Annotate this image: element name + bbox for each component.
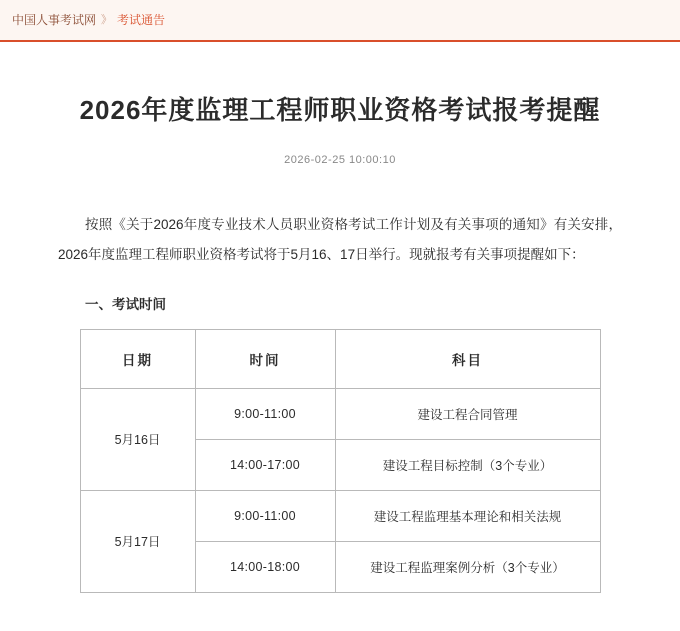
table-header-row	[80, 329, 600, 388]
publish-date: 2026-02-25 10:00:10	[284, 153, 396, 166]
column-header-subject: 科目	[335, 329, 600, 388]
cell-date: 5月17日	[80, 490, 195, 592]
exam-schedule-table	[80, 329, 601, 593]
breadcrumb-bar	[0, 0, 680, 42]
column-header-time: 时间	[195, 329, 335, 388]
breadcrumb-current: 考试通告	[117, 13, 166, 27]
page-title: 2026年度监理工程师职业资格考试报考提醒	[79, 95, 601, 125]
chevron-right-icon: 》	[101, 13, 113, 26]
article-page	[0, 94, 680, 593]
cell-time: 14:00-17:00	[195, 439, 335, 490]
cell-time: 14:00-18:00	[195, 541, 335, 592]
cell-subject: 建设工程合同管理	[335, 388, 600, 439]
breadcrumb-link-home[interactable]: 中国人事考试网	[12, 13, 97, 27]
table-row	[80, 388, 600, 439]
cell-subject: 建设工程目标控制（3个专业）	[335, 439, 600, 490]
section-heading-exam-time: 一、考试时间	[85, 296, 166, 312]
cell-time: 9:00-11:00	[195, 388, 335, 439]
column-header-date: 日期	[80, 329, 195, 388]
table-row	[80, 490, 600, 541]
cell-date: 5月16日	[80, 388, 195, 490]
cell-subject: 建设工程监理基本理论和相关法规	[335, 490, 600, 541]
intro-paragraph: 按照《关于2026年度专业技术人员职业资格考试工作计划及有关事项的通知》有关安排，2026年度监理工程师职业资格考试将于5月16、17日举行。现就报考有关事项提醒如下：	[58, 216, 622, 263]
article-body	[40, 210, 640, 593]
cell-subject: 建设工程监理案例分析（3个专业）	[335, 541, 600, 592]
cell-time: 9:00-11:00	[195, 490, 335, 541]
breadcrumb	[12, 14, 165, 26]
